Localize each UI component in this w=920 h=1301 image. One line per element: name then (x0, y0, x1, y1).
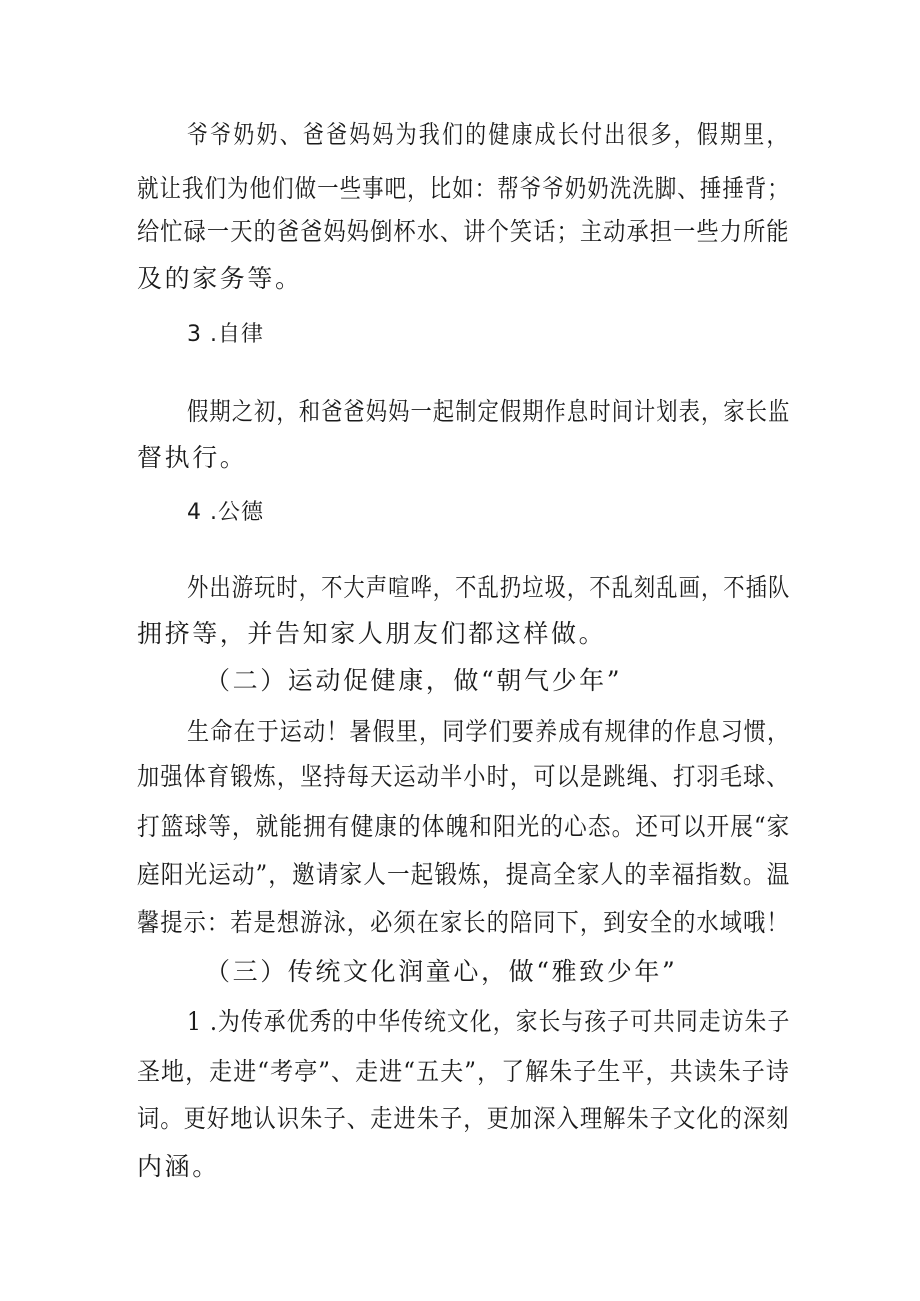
section-title: （二）运动促健康，做“朝气少年” (205, 666, 623, 695)
paragraph-line: 打篮球等，就能拥有健康的体魄和阳光的心态。还可以开展“家 (137, 812, 791, 841)
paragraph-line: 内涵。 (137, 1152, 220, 1181)
paragraph-line: 生命在于运动！暑假里，同学们要养成有规律的作息习惯， (187, 717, 791, 746)
paragraph-line: 词。更好地认识朱子、走进朱子，更加深入理解朱子文化的深刻 (137, 1104, 790, 1133)
paragraph-line: 给忙碌一天的爸爸妈妈倒杯水、讲个笑话；主动承担一些力所能 (137, 217, 790, 246)
paragraph-line: 馨提示：若是想游泳，必须在家长的陪同下，到安全的水域哦！ (137, 908, 790, 937)
paragraph-line: 就让我们为他们做一些事吧，比如：帮爷爷奶奶洗洗脚、捶捶背； (137, 174, 790, 203)
paragraph-line: 假期之初，和爸爸妈妈一起制定假期作息时间计划表，家长监 (187, 397, 791, 426)
paragraph-line: 外出游玩时，不大声喧哗，不乱扔垃圾，不乱刻乱画，不插队 (187, 573, 791, 602)
paragraph-line: 圣地，走进“考亭”、走进“五夫”，了解朱子生平，共读朱子诗 (137, 1057, 790, 1086)
paragraph-line: 督执行。 (137, 443, 248, 472)
paragraph-line: 及的家务等。 (137, 264, 303, 293)
paragraph-line: 1 .为传承优秀的中华传统文化，家长与孩子可共同走访朱子 (187, 1007, 791, 1036)
paragraph-line: 拥挤等，并告知家人朋友们都这样做。 (137, 619, 607, 648)
paragraph-line: 爷爷奶奶、爸爸妈妈为我们的健康成长付出很多，假期里， (187, 120, 790, 149)
item-heading-public-morality: 4 .公德 (187, 500, 264, 525)
paragraph-line: 加强体育锻炼，坚持每天运动半小时，可以是跳绳、打羽毛球、 (137, 762, 790, 791)
paragraph-line: 庭阳光运动”，邀请家人一起锻炼，提高全家人的幸福指数。温 (137, 860, 791, 889)
section-title: （三）传统文化润童心，做“雅致少年” (205, 957, 678, 986)
item-heading-self-discipline: 3 .自律 (187, 322, 264, 347)
